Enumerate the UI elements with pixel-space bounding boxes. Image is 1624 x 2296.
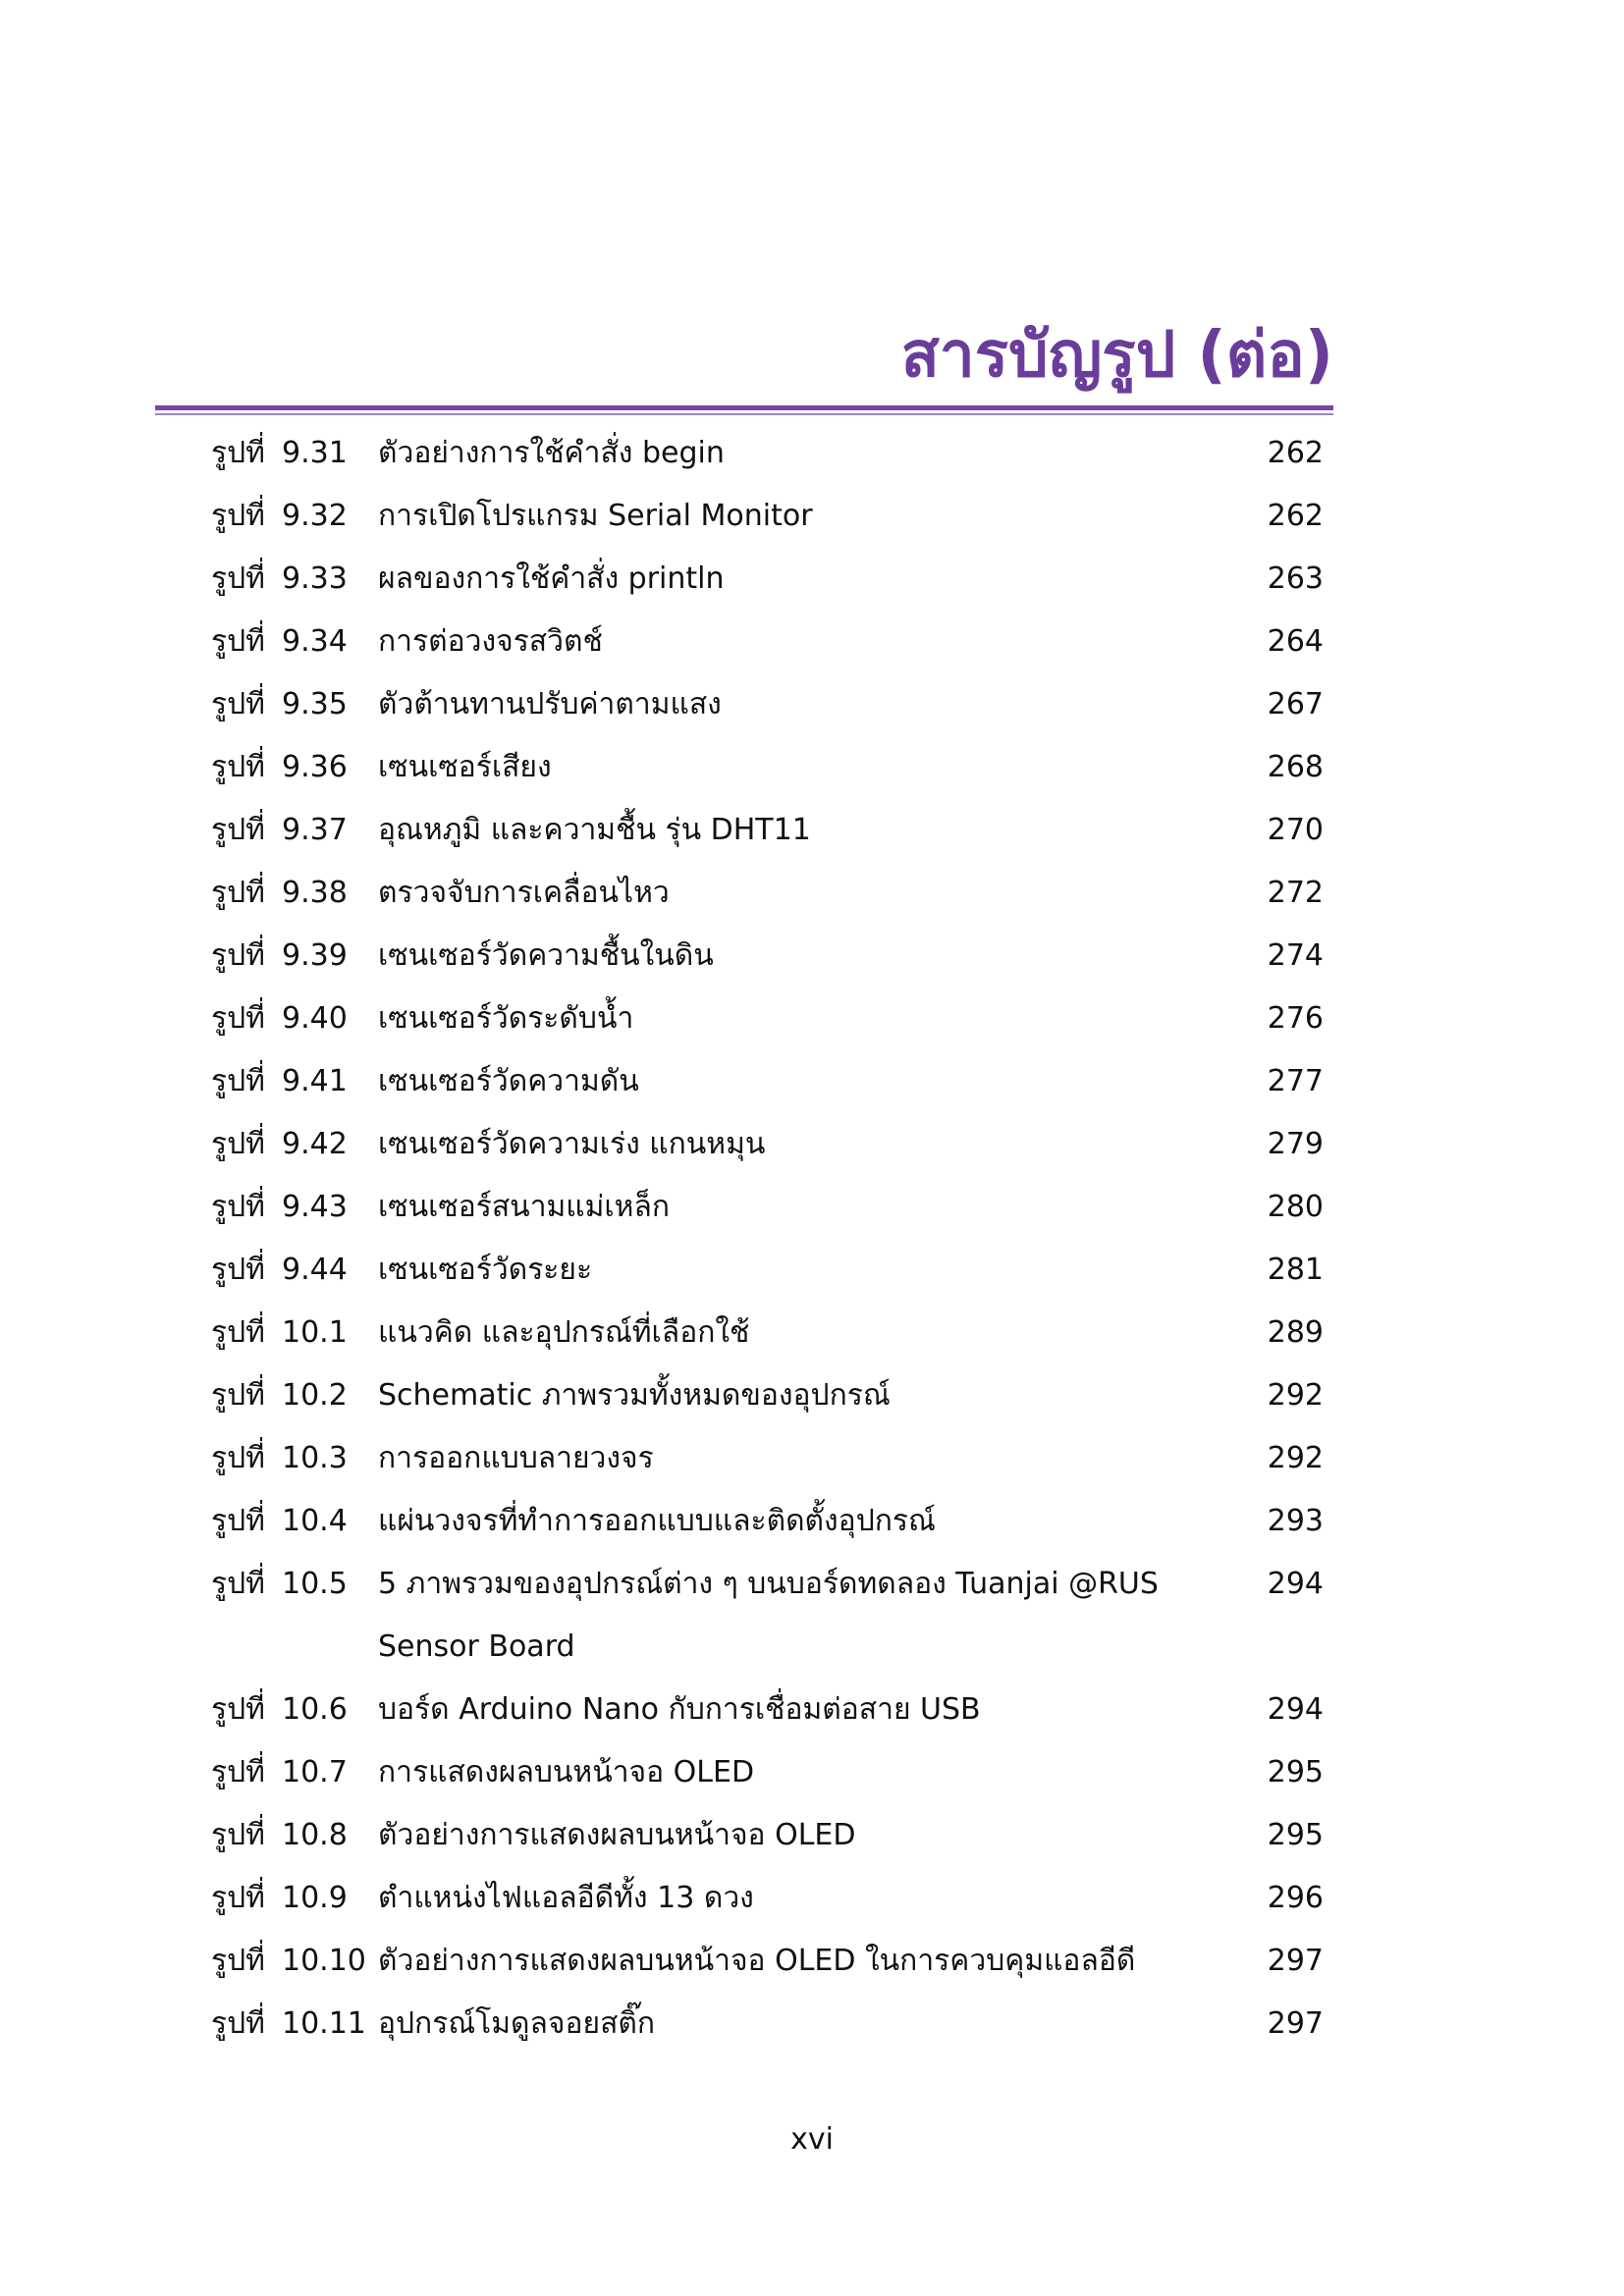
figure-title: เซนเซอร์วัดระยะ xyxy=(378,1253,593,1287)
figure-list-item[interactable] xyxy=(0,1374,1624,1437)
figure-page-number: 281 xyxy=(1267,1253,1324,1287)
figure-number: 9.36 xyxy=(282,750,348,784)
figure-label: รูปที่ xyxy=(211,1567,265,1601)
figure-title: Schematic ภาพรวมทั้งหมดของอุปกรณ์ xyxy=(378,1378,891,1413)
figure-list-item[interactable] xyxy=(0,872,1624,934)
figure-number: 10.8 xyxy=(282,1818,348,1852)
figure-label: รูปที่ xyxy=(211,2006,265,2041)
figure-label: รูปที่ xyxy=(211,1190,265,1224)
figure-page-number: 262 xyxy=(1267,499,1324,533)
figure-page-number: 276 xyxy=(1267,1001,1324,1036)
figure-list-item[interactable] xyxy=(0,432,1624,495)
figure-page-number: 263 xyxy=(1267,561,1324,596)
figure-title: แผ่นวงจรที่ทำการออกแบบและติดตั้งอุปกรณ์ xyxy=(378,1504,936,1538)
figure-title: เซนเซอร์เสียง xyxy=(378,750,552,784)
figure-label: รูปที่ xyxy=(211,1441,265,1475)
figure-list-item[interactable] xyxy=(0,1123,1624,1186)
figure-title: ผลของการใช้คำสั่ง println xyxy=(378,561,725,596)
figure-list-item[interactable] xyxy=(0,1311,1624,1374)
figure-page-number: 262 xyxy=(1267,436,1324,470)
figure-page-number: 294 xyxy=(1267,1567,1324,1601)
figure-list-item[interactable] xyxy=(0,746,1624,809)
figure-page-number: 277 xyxy=(1267,1064,1324,1098)
figure-list-item[interactable] xyxy=(0,809,1624,872)
figure-number: 10.5 xyxy=(282,1567,348,1601)
figure-title-continuation: Sensor Board xyxy=(378,1629,575,1664)
figure-page-number: 270 xyxy=(1267,813,1324,847)
figure-list-item[interactable] xyxy=(0,1940,1624,2002)
figure-number: 10.1 xyxy=(282,1315,348,1350)
figure-page-number: 292 xyxy=(1267,1378,1324,1413)
figure-page-number: 267 xyxy=(1267,687,1324,721)
figure-page-number: 297 xyxy=(1267,2006,1324,2041)
figure-number: 9.33 xyxy=(282,561,348,596)
figure-title: ตรวจจับการเคลื่อนไหว xyxy=(378,876,670,910)
figure-page-number: 272 xyxy=(1267,876,1324,910)
figure-title: แนวคิด และอุปกรณ์ที่เลือกใช้ xyxy=(378,1315,750,1350)
figure-label: รูปที่ xyxy=(211,1755,265,1789)
figure-title: การต่อวงจรสวิตช์ xyxy=(378,624,603,659)
figure-list-item[interactable] xyxy=(0,1877,1624,1940)
figure-number: 9.31 xyxy=(282,436,348,470)
figure-label: รูปที่ xyxy=(211,1253,265,1287)
figure-list-item[interactable] xyxy=(0,1751,1624,1814)
figure-number: 10.9 xyxy=(282,1881,348,1915)
figure-list-item[interactable] xyxy=(0,1249,1624,1311)
figure-list-item[interactable] xyxy=(0,558,1624,620)
figure-label: รูปที่ xyxy=(211,624,265,659)
figure-title: ตัวอย่างการใช้คำสั่ง begin xyxy=(378,436,725,470)
figure-list-item[interactable] xyxy=(0,1437,1624,1500)
figure-label: รูปที่ xyxy=(211,499,265,533)
figure-page-number: 289 xyxy=(1267,1315,1324,1350)
page-number: xvi xyxy=(790,2122,834,2157)
figure-list-item[interactable] xyxy=(0,934,1624,997)
figure-number: 9.39 xyxy=(282,938,348,973)
figure-title: ตำแหน่งไฟแอลอีดีทั้ง 13 ดวง xyxy=(378,1881,754,1915)
figure-number: 9.38 xyxy=(282,876,348,910)
figure-page-number: 264 xyxy=(1267,624,1324,659)
figure-page-number: 297 xyxy=(1267,1944,1324,1978)
figure-title: การออกแบบลายวงจร xyxy=(378,1441,654,1475)
figure-list-item[interactable] xyxy=(0,997,1624,1060)
figure-number: 10.2 xyxy=(282,1378,348,1413)
figure-list-item[interactable] xyxy=(0,1186,1624,1249)
figure-label: รูปที่ xyxy=(211,561,265,596)
figure-number: 9.41 xyxy=(282,1064,348,1098)
figure-number: 9.37 xyxy=(282,813,348,847)
figure-label: รูปที่ xyxy=(211,1378,265,1413)
page-title: สารบัญรูป (ต่อ) xyxy=(900,319,1333,392)
figure-title: อุปกรณ์โมดูลจอยสติ๊ก xyxy=(378,2006,656,2041)
figure-page-number: 280 xyxy=(1267,1190,1324,1224)
figure-label: รูปที่ xyxy=(211,750,265,784)
figure-number: 9.34 xyxy=(282,624,348,659)
figure-number: 9.40 xyxy=(282,1001,348,1036)
figure-list-item[interactable] xyxy=(0,683,1624,746)
title-divider-thin xyxy=(155,413,1333,415)
figure-label: รูปที่ xyxy=(211,1818,265,1852)
figure-title: 5 ภาพรวมของอุปกรณ์ต่าง ๆ บนบอร์ดทดลอง Tuanjai @RUS xyxy=(378,1567,1159,1601)
figure-number: 10.4 xyxy=(282,1504,348,1538)
figure-label: รูปที่ xyxy=(211,1001,265,1036)
figure-label: รูปที่ xyxy=(211,813,265,847)
figure-number: 10.11 xyxy=(282,2006,366,2041)
figure-title: อุณหภูมิ และความชื้น รุ่น DHT11 xyxy=(378,813,811,847)
figure-page-number: 292 xyxy=(1267,1441,1324,1475)
figure-title: เซนเซอร์วัดระดับน้ำ xyxy=(378,1001,634,1036)
figure-number: 9.42 xyxy=(282,1127,348,1161)
figure-page-number: 294 xyxy=(1267,1692,1324,1727)
figure-title: เซนเซอร์สนามแม่เหล็ก xyxy=(378,1190,670,1224)
figure-page-number: 295 xyxy=(1267,1755,1324,1789)
figure-title: เซนเซอร์วัดความดัน xyxy=(378,1064,639,1098)
figure-page-number: 274 xyxy=(1267,938,1324,973)
figure-label: รูปที่ xyxy=(211,938,265,973)
figure-page-number: 295 xyxy=(1267,1818,1324,1852)
figure-page-number: 268 xyxy=(1267,750,1324,784)
figure-page-number: 279 xyxy=(1267,1127,1324,1161)
figure-list-item[interactable] xyxy=(0,620,1624,683)
figure-number: 9.32 xyxy=(282,499,348,533)
figure-label: รูปที่ xyxy=(211,1944,265,1978)
figure-label: รูปที่ xyxy=(211,1881,265,1915)
figure-number: 9.44 xyxy=(282,1253,348,1287)
figure-number: 10.3 xyxy=(282,1441,348,1475)
figure-list-item[interactable] xyxy=(0,2002,1624,2065)
figure-number: 10.6 xyxy=(282,1692,348,1727)
title-divider xyxy=(155,405,1333,410)
figure-label: รูปที่ xyxy=(211,687,265,721)
figure-label: รูปที่ xyxy=(211,876,265,910)
figure-title: การแสดงผลบนหน้าจอ OLED xyxy=(378,1755,755,1789)
figure-list-item[interactable] xyxy=(0,495,1624,558)
figure-title: เซนเซอร์วัดความเร่ง แกนหมุน xyxy=(378,1127,766,1161)
figure-number: 10.7 xyxy=(282,1755,348,1789)
figure-list-item[interactable] xyxy=(0,1814,1624,1877)
figure-label: รูปที่ xyxy=(211,436,265,470)
figure-title: เซนเซอร์วัดความชื้นในดิน xyxy=(378,938,714,973)
figure-number: 9.35 xyxy=(282,687,348,721)
figure-label: รูปที่ xyxy=(211,1127,265,1161)
figure-list-item[interactable] xyxy=(0,1060,1624,1123)
figure-list-item[interactable] xyxy=(0,1563,1624,1688)
figure-label: รูปที่ xyxy=(211,1064,265,1098)
figure-title: การเปิดโปรแกรม Serial Monitor xyxy=(378,499,813,533)
figure-label: รูปที่ xyxy=(211,1692,265,1727)
figure-title: บอร์ด Arduino Nano กับการเชื่อมต่อสาย USB xyxy=(378,1692,981,1727)
figure-title: ตัวอย่างการแสดงผลบนหน้าจอ OLED xyxy=(378,1818,856,1852)
figure-list-item[interactable] xyxy=(0,1688,1624,1751)
figure-label: รูปที่ xyxy=(211,1315,265,1350)
figure-number: 9.43 xyxy=(282,1190,348,1224)
figure-title: ตัวต้านทานปรับค่าตามแสง xyxy=(378,687,722,721)
figure-page-number: 293 xyxy=(1267,1504,1324,1538)
figure-list-item[interactable] xyxy=(0,1500,1624,1563)
figure-page-number: 296 xyxy=(1267,1881,1324,1915)
figure-title: ตัวอย่างการแสดงผลบนหน้าจอ OLED ในการควบคุมแอลอีดี xyxy=(378,1944,1136,1978)
figure-number: 10.10 xyxy=(282,1944,366,1978)
figure-label: รูปที่ xyxy=(211,1504,265,1538)
